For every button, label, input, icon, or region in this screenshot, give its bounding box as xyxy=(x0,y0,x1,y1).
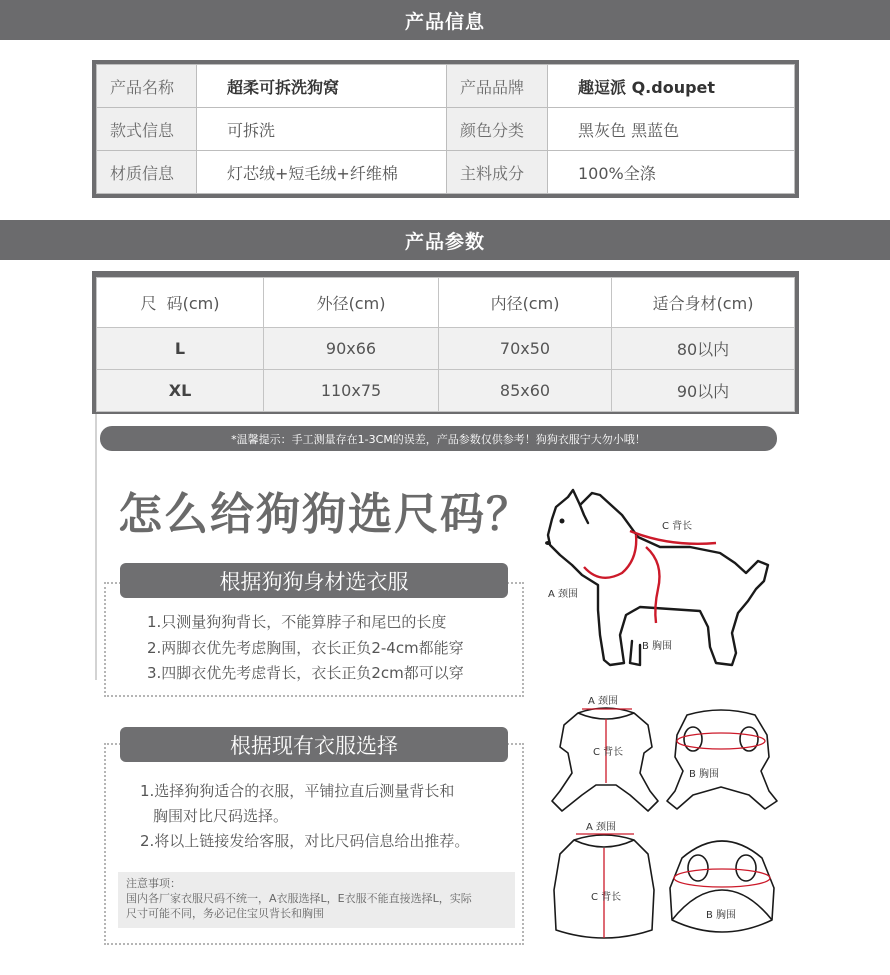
two-leg-garment-front xyxy=(548,820,663,948)
clothes-measure-heading: 根据现有衣服选择 xyxy=(120,727,508,762)
info-value-text: 黑灰色 黑蓝色 xyxy=(578,120,680,140)
four-leg-garment-front xyxy=(548,695,663,815)
params-header-cell: 外径(cm) xyxy=(264,278,439,328)
body-measure-line: 3.四脚衣优先考虑背长，衣长正负2cm都可以穿 xyxy=(147,664,464,682)
body-measure-heading: 根据狗狗身材选衣服 xyxy=(120,563,508,598)
info-value xyxy=(548,108,795,151)
info-value xyxy=(197,151,447,194)
info-value-text: 趣逗派 Q.doupet xyxy=(578,77,716,97)
clothes-measure-line: 1.选择狗狗适合的衣服，平铺拉直后测量背长和 xyxy=(140,782,455,800)
info-label-text: 产品名称 xyxy=(110,77,175,97)
size-params-table xyxy=(92,271,799,414)
back-length-label: C 背长 xyxy=(593,747,624,758)
params-cell: 80以内 xyxy=(612,328,795,370)
dog-measure-diagram xyxy=(540,485,790,685)
notice-line: 国内各厂家衣服尺码不统一，A衣服选择L，E衣服不能直接选择L，实际 xyxy=(126,892,472,905)
notice-title: 注意事项： xyxy=(126,877,181,890)
neck-label: A 颈围 xyxy=(588,696,619,707)
params-cell: 90以内 xyxy=(612,370,795,412)
info-label-text: 材质信息 xyxy=(110,163,175,183)
info-value-text: 灯芯绒+短毛绒+纤维棉 xyxy=(227,163,398,183)
product-info-header: 产品信息 xyxy=(0,0,890,40)
body-measure-line: 2.两脚衣优先考虑胸围，衣长正负2-4cm都能穿 xyxy=(147,639,464,657)
four-leg-garment-back xyxy=(665,705,780,815)
info-label-text: 颜色分类 xyxy=(460,120,525,140)
info-label xyxy=(447,108,548,151)
params-cell: 110x75 xyxy=(264,370,439,412)
params-cell: 70x50 xyxy=(439,328,612,370)
info-label xyxy=(97,151,197,194)
info-label xyxy=(447,151,548,194)
product-params-header: 产品参数 xyxy=(0,220,890,260)
info-row xyxy=(97,151,795,194)
info-value xyxy=(548,65,795,108)
body-measure-line: 1.只测量狗狗背长，不能算脖子和尾巴的长度 xyxy=(147,613,447,631)
params-row xyxy=(97,370,795,412)
back-length-label: C 背长 xyxy=(662,521,693,532)
params-header-cell: 适合身材(cm) xyxy=(612,278,795,328)
clothes-measure-line: 2.将以上链接发给客服，对比尺码信息给出推荐。 xyxy=(140,832,470,850)
back-length-label: C 背长 xyxy=(591,892,622,903)
size-guide-title: 怎么给狗狗选尺码？ xyxy=(118,489,532,540)
info-label xyxy=(97,108,197,151)
info-row xyxy=(97,65,795,108)
params-cell: 85x60 xyxy=(439,370,612,412)
product-info-table xyxy=(92,60,799,198)
info-label-text: 主料成分 xyxy=(460,163,525,183)
two-leg-garment-back xyxy=(666,828,781,943)
notice-line: 尺寸可能不同，务必记住宝贝背长和胸围 xyxy=(126,907,324,920)
info-label-text: 款式信息 xyxy=(110,120,175,140)
params-header-cell: 内径(cm) xyxy=(439,278,612,328)
chest-label: B 胸围 xyxy=(642,641,673,652)
info-value xyxy=(197,65,447,108)
params-row xyxy=(97,328,795,370)
info-value-text: 超柔可拆洗狗窝 xyxy=(227,77,340,97)
info-value xyxy=(197,108,447,151)
neck-label: A 颈围 xyxy=(548,589,579,600)
info-value-text: 可拆洗 xyxy=(227,120,276,140)
chest-label: B 胸围 xyxy=(689,769,720,780)
size-cell: XL xyxy=(97,370,264,412)
info-value xyxy=(548,151,795,194)
size-cell: L xyxy=(97,328,264,370)
neck-label: A 颈围 xyxy=(586,822,617,833)
measurement-tip: *温馨提示：手工测量存在1-3CM的误差，产品参数仅供参考！狗狗衣服宁大勿小哦！ xyxy=(100,426,777,451)
params-header-row xyxy=(97,278,795,328)
info-label-text: 产品品牌 xyxy=(460,77,525,97)
decorative-divider xyxy=(95,414,97,680)
clothes-measure-line: 胸围对比尺码选择。 xyxy=(153,807,289,825)
info-row xyxy=(97,108,795,151)
chest-label: B 胸围 xyxy=(706,910,737,921)
params-header-cell: 尺 码(cm) xyxy=(97,278,264,328)
notice-box xyxy=(118,872,515,928)
info-label xyxy=(447,65,548,108)
params-cell: 90x66 xyxy=(264,328,439,370)
info-value-text: 100%全涤 xyxy=(578,163,656,183)
info-label xyxy=(97,65,197,108)
